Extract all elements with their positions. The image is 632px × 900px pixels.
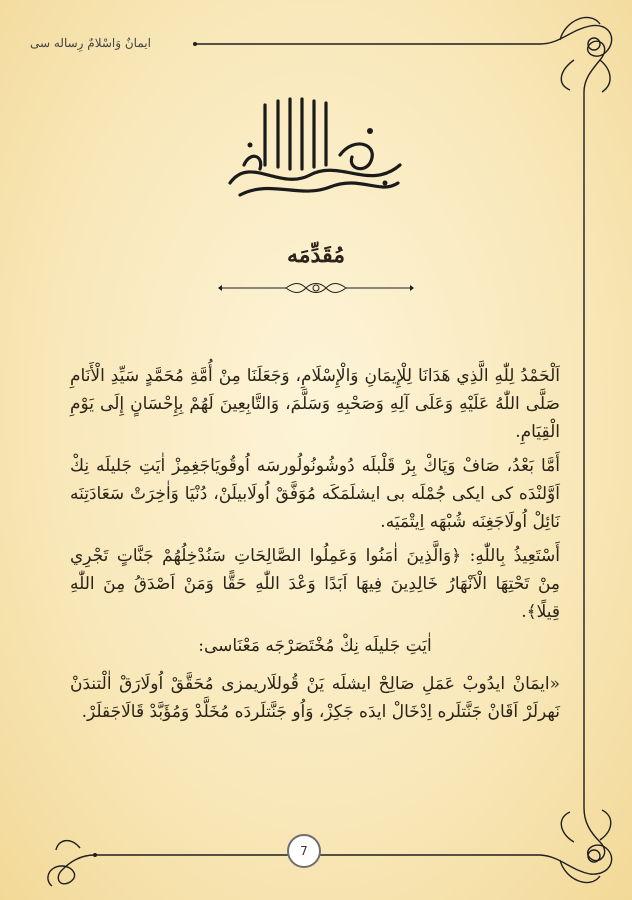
paragraph-intro: أَمَّا بَعْدُ، صَافْ وَپَاكْ بِرْ قَلْبلَه دُوشُونُولُورسَه اُوقُويَاجَغِمِزْ اٰيَتِ جَليلَه نِكْ اَوَّلنْدَه كى ايكى جُمْلَه بى ايشلَمَكَه مُوَفَّقْ اُولَابيلَنْ، دُنْيَا وَاٰخِرَتْ سَعَادَتِنَه نَائِلْ اُولَاجَغِنَه شُبْهَه اِيتْمَيَه. bbox=[70, 456, 560, 532]
paragraph-meaning-heading: اٰيَتِ جَليلَه نِكْ مُخْتَصَرْجَه مَعْنَاسى: bbox=[198, 636, 432, 656]
title-ornament bbox=[216, 280, 416, 296]
body-text bbox=[70, 362, 560, 732]
paragraph-verse: أَسْتَعِيذُ بِاللّٰهِ: ﴿وَالَّذِينَ اٰمَنُوا وَعَمِلُوا الصَّالِحَاتِ سَنُدْخِلُهُمْ جَنَّاتٍ تَجْرِي مِنْ تَحْتِهَا الْاَنْهَارُ خَالِدِينَ فِيهَا اَبَدًا وَعْدَ اللّٰهِ حَقًّا وَمَنْ اَصْدَقُ مِنَ اللّٰهِ قِيلًا﴾. bbox=[70, 546, 560, 622]
paragraph-meaning: «ايمَانْ ايدُوبْ عَمَلِ صَالِحْ ايشلَه يَنْ قُوللَاريمزى مُحَقَّقْ اُولَارَقْ اٰلْتندَنْ نَهرلَرْ اَقَانْ جَنَّتلَره اِدْخَالْ ايدَه جَكِزْ، وَاُو جَنَّتلَردَه مُخَلَّدْ وَمُؤَبَّدْ قَالَاجَقلَرْ. bbox=[70, 674, 560, 722]
page-number: 7 bbox=[287, 834, 321, 868]
section-title: مُقَدِّمَه bbox=[286, 242, 346, 268]
running-header: ايمانٌ وَاسْلامٌ رِساله سى bbox=[30, 36, 151, 50]
basmala-calligraphy bbox=[220, 95, 410, 205]
paragraph-praise: اَلْحَمْدُ لِلّٰهِ الَّذِي هَدَانَا لِلْإِيمَانِ وَالْإِسْلَامِ، وَجَعَلَنَا مِنْ أُمَّةِ مُحَمَّدٍ سَيِّدِ الْأَنَامِ صَلَّى اللّٰهُ عَلَيْهِ وَعَلَى آلِهِ وَصَحْبِهِ وَسَلَّمَ، وَالتَّابِعِينَ لَهُمْ بِإِحْسَانٍ إِلَى يَوْمِ الْقِيَامِ. bbox=[70, 366, 560, 442]
